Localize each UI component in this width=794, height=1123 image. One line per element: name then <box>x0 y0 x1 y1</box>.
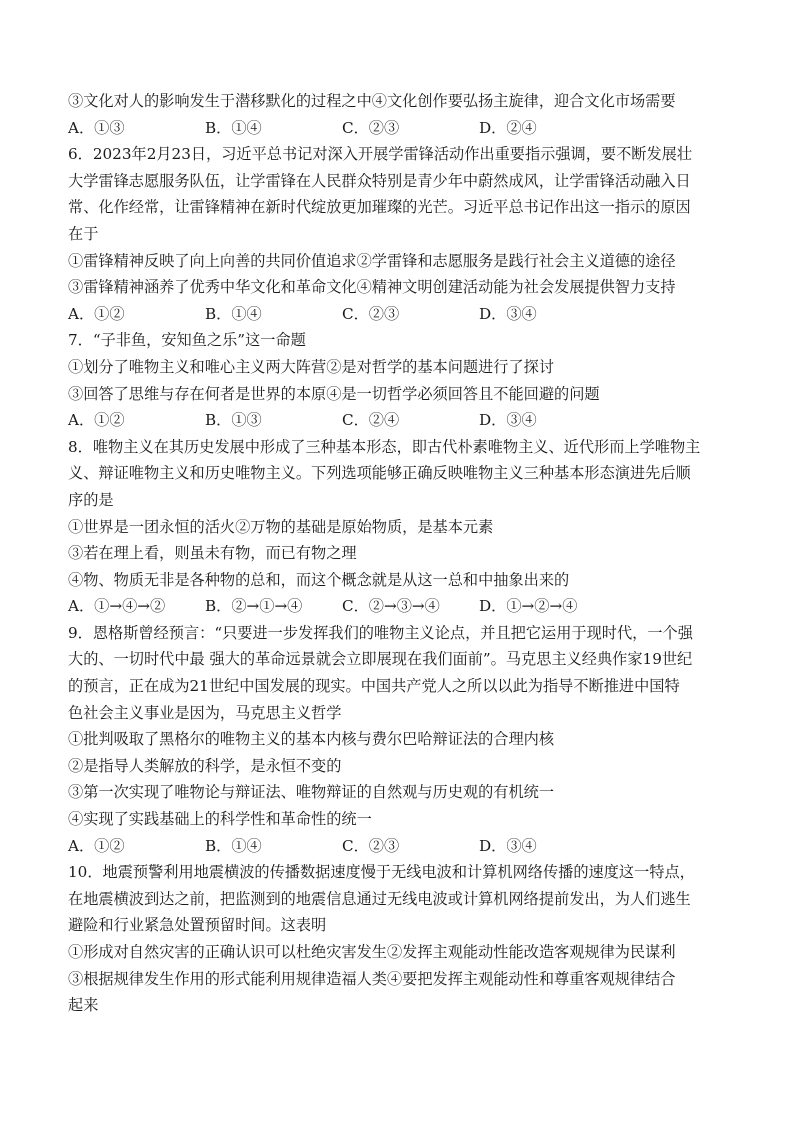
question-6 <box>68 141 728 327</box>
q9-item-line: ②是指导人类解放的科学，是永恒不变的 <box>68 756 342 775</box>
exam-page <box>68 88 728 1019</box>
question-10 <box>68 859 728 1019</box>
q6-option-c: C．②③ <box>342 304 400 323</box>
q7-item-line: ①划分了唯物主义和唯心主义两大阵营②是对哲学的基本问题进行了探讨 <box>68 357 554 376</box>
q9-stem-line: 9．恩格斯曾经预言：“只要进一步发挥我们的唯物主义论点，并且把它运用于现时代，一个强 <box>68 623 693 642</box>
q7-option-d: D．③④ <box>479 411 537 430</box>
q6-options <box>68 301 728 328</box>
q6-option-d: D．③④ <box>479 304 537 323</box>
question-9 <box>68 620 728 859</box>
q7-option-c: C．②④ <box>342 411 400 430</box>
q10-item-line: 起来 <box>68 996 99 1015</box>
q7-option-a: A．①② <box>68 411 125 430</box>
q6-item-line: ①雷锋精神反映了向上向善的共同价值追求②学雷锋和志愿服务是践行社会主义道德的途径 <box>68 251 676 270</box>
q8-options <box>68 593 728 620</box>
q6-stem-line: 大学雷锋志愿服务队伍，让学雷锋在人民群众特别是青少年中蔚然成风，让学雷锋活动融入日 <box>68 171 691 190</box>
q7-options <box>68 407 728 434</box>
q8-option-b: B．②→①→④ <box>205 597 303 616</box>
q7-item-line: ③回答了思维与存在何者是世界的本原④是一切哲学必须回答且不能回避的问题 <box>68 384 600 403</box>
q8-stem-line: 8．唯物主义在其历史发展中形成了三种基本形态，即古代朴素唯物主义、近代形而上学唯物主 <box>68 437 701 456</box>
q10-item-line: ①形成对自然灾害的正确认识可以杜绝灾害发生②发挥主观能动性能改造客观规律为民谋利 <box>68 943 676 961</box>
q8-option-c: C．②→③→④ <box>342 597 440 616</box>
q10-stem-line: 避险和行业紧急处置预留时间。这表明 <box>68 916 327 935</box>
question-7 <box>68 327 728 433</box>
q9-options <box>68 833 728 860</box>
q9-option-c: C．②③ <box>342 836 400 855</box>
q5-option-b: B．①④ <box>205 118 262 137</box>
q6-stem-line: 在于 <box>68 224 99 243</box>
q9-stem-line: 的预言，正在成为21世纪中国发展的现实。中国共产党人之所以以此为指导不断推进中国特 <box>68 677 680 696</box>
q9-stem-line: 色社会主义事业是因为，马克思主义哲学 <box>68 703 342 722</box>
q8-stem-line: 义、辩证唯物主义和历史唯物主义。下列选项能够正确反映唯物主义三种基本形态演进先后顺 <box>68 464 691 483</box>
q8-item-line: ③若在理上看，则虽未有物，而已有物之理 <box>68 544 357 563</box>
q10-item-line: ③根据规律发生作用的形式能利用规律造福人类④要把发挥主观能动性和尊重客观规律结合 <box>68 969 676 988</box>
q6-stem-line: 常、化作经常，让雷锋精神在新时代绽放更加璀璨的光芒。习近平总书记作出这一指示的原因 <box>68 198 691 217</box>
q10-stem-line: 10．地震预警利用地震横波的传播数据速度慢于无线电波和计算机网络传播的速度这一特点， <box>68 863 695 882</box>
q5-options <box>68 115 728 142</box>
q6-option-b: B．①④ <box>205 304 262 323</box>
q5-item-line: ③文化对人的影响发生于潜移默化的过程之中④文化创作要弘扬主旋律，迎合文化市场需要 <box>68 92 676 110</box>
q8-option-a: A．①→④→② <box>68 597 166 616</box>
q6-option-a: A．①② <box>68 304 125 323</box>
q8-stem-line: 序的是 <box>68 490 114 509</box>
q9-option-d: D．③④ <box>479 836 537 855</box>
q9-item-line: ①批判吸取了黑格尔的唯物主义的基本内核与费尔巴哈辩证法的合理内核 <box>68 730 554 749</box>
q9-item-line: ④实现了实践基础上的科学性和革命性的统一 <box>68 810 372 829</box>
q6-item-line: ③雷锋精神涵养了优秀中华文化和革命文化④精神文明创建活动能为社会发展提供智力支持 <box>68 278 676 297</box>
q8-item-line: ①世界是一团永恒的活火②万物的基础是原始物质，是基本元素 <box>68 517 494 536</box>
q9-item-line: ③第一次实现了唯物论与辩证法、唯物辩证的自然观与历史观的有机统一 <box>68 783 554 802</box>
q9-option-a: A．①② <box>68 836 125 855</box>
q6-stem-line: 6．2023年2月23日，习近平总书记对深入开展学雷锋活动作出重要指示强调，要不断发展壮 <box>68 145 693 164</box>
question-8 <box>68 434 728 620</box>
q9-stem-line: 大的、一切时代中最 强大的革命远景就会立即展现在我们面前”。马克思主义经典作家19世纪 <box>68 650 693 669</box>
q8-option-d: D．①→②→④ <box>479 597 578 616</box>
q8-item-line: ④物、物质无非是各种物的总和，而这个概念就是从这一总和中抽象出来的 <box>68 570 570 589</box>
question-5-tail <box>68 88 728 141</box>
q5-option-d: D．②④ <box>479 118 537 137</box>
q7-stem-line: 7．“子非鱼，安知鱼之乐”这一命题 <box>68 331 306 350</box>
q10-stem-line: 在地震横波到达之前，把监测到的地震信息通过无线电波或计算机网络提前发出，为人们逃生 <box>68 889 691 908</box>
q5-option-a: A．①③ <box>68 118 125 137</box>
q7-option-b: B．①③ <box>205 411 262 430</box>
q9-option-b: B．①④ <box>205 836 262 855</box>
q5-option-c: C．②③ <box>342 118 400 137</box>
